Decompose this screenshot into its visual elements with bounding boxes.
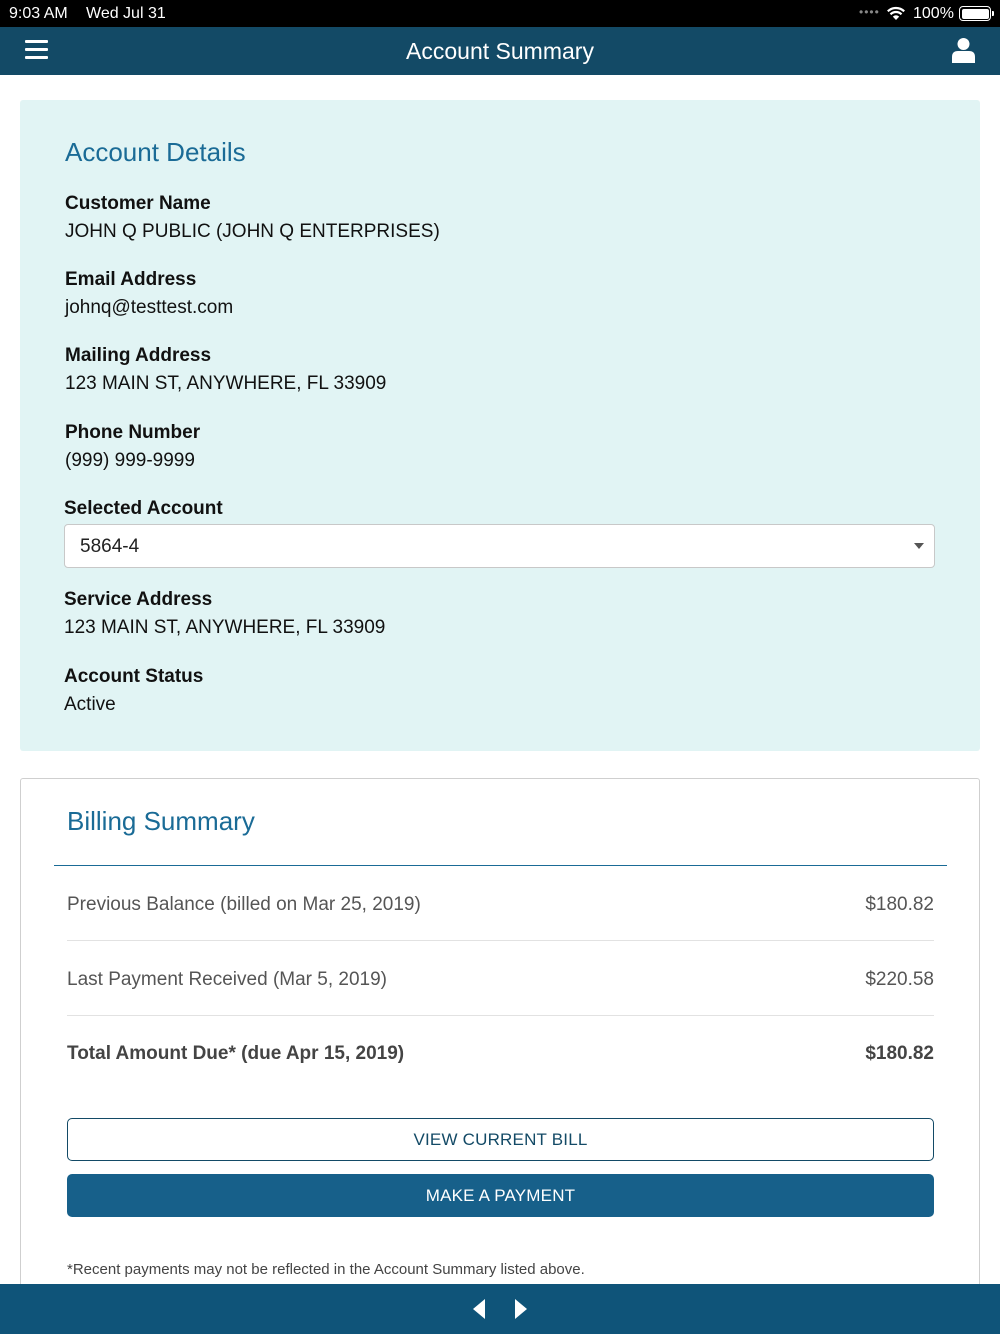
status-date: Wed Jul 31: [86, 5, 166, 22]
email-address-value: johnq@testtest.com: [65, 297, 234, 318]
triangle-left-icon[interactable]: [468, 1298, 490, 1320]
billing-summary-title: Billing Summary: [67, 806, 255, 836]
battery-percent: 100%: [913, 5, 954, 22]
account-details-title: Account Details: [65, 137, 246, 167]
wifi-icon: [886, 5, 906, 21]
billing-row-previous-balance: [67, 867, 934, 941]
battery-icon: [959, 6, 991, 21]
page-title: Account Summary: [406, 38, 594, 64]
status-bar: [0, 0, 1000, 27]
make-payment-button[interactable]: MAKE A PAYMENT: [67, 1174, 934, 1217]
billing-summary-card: [20, 778, 980, 1298]
app-header: [0, 27, 1000, 75]
billing-row-label: Previous Balance (billed on Mar 25, 2019): [67, 894, 421, 915]
divider: [54, 865, 947, 866]
mailing-address-value: 123 MAIN ST, ANYWHERE, FL 33909: [65, 373, 387, 394]
billing-row-label: Total Amount Due* (due Apr 15, 2019): [67, 1043, 405, 1064]
customer-name-value: JOHN Q PUBLIC (JOHN Q ENTERPRISES): [65, 221, 440, 242]
status-time: 9:03 AM: [9, 5, 68, 22]
billing-row-label: Last Payment Received (Mar 5, 2019): [67, 969, 387, 990]
account-details-card: [20, 100, 980, 751]
mailing-address-label: Mailing Address: [65, 345, 212, 366]
email-address-label: Email Address: [65, 269, 197, 290]
account-status-label: Account Status: [64, 666, 204, 687]
user-icon[interactable]: [951, 37, 976, 63]
account-select[interactable]: [64, 524, 935, 568]
triangle-right-icon[interactable]: [510, 1298, 532, 1320]
service-address-value: 123 MAIN ST, ANYWHERE, FL 33909: [64, 617, 386, 638]
billing-row-last-payment: [67, 942, 934, 1016]
billing-row-amount: $180.82: [865, 1043, 934, 1064]
billing-disclaimer: *Recent payments may not be reflected in the Account Summary listed above.: [67, 1261, 585, 1278]
bottom-nav-bar: [0, 1284, 1000, 1334]
billing-row-amount: $180.82: [865, 894, 934, 915]
chevron-down-icon: [914, 543, 924, 549]
account-select-value: 5864-4: [80, 536, 140, 557]
service-address-label: Service Address: [64, 589, 213, 610]
customer-name-label: Customer Name: [65, 193, 211, 214]
selected-account-label: Selected Account: [64, 498, 223, 519]
phone-number-value: (999) 999-9999: [65, 450, 195, 471]
billing-row-amount: $220.58: [865, 969, 934, 990]
account-status-value: Active: [64, 694, 116, 715]
billing-row-total-due: [67, 1016, 934, 1090]
view-current-bill-button[interactable]: VIEW CURRENT BILL: [67, 1118, 934, 1161]
signal-dots: ••••: [859, 5, 880, 19]
phone-number-label: Phone Number: [65, 422, 201, 443]
